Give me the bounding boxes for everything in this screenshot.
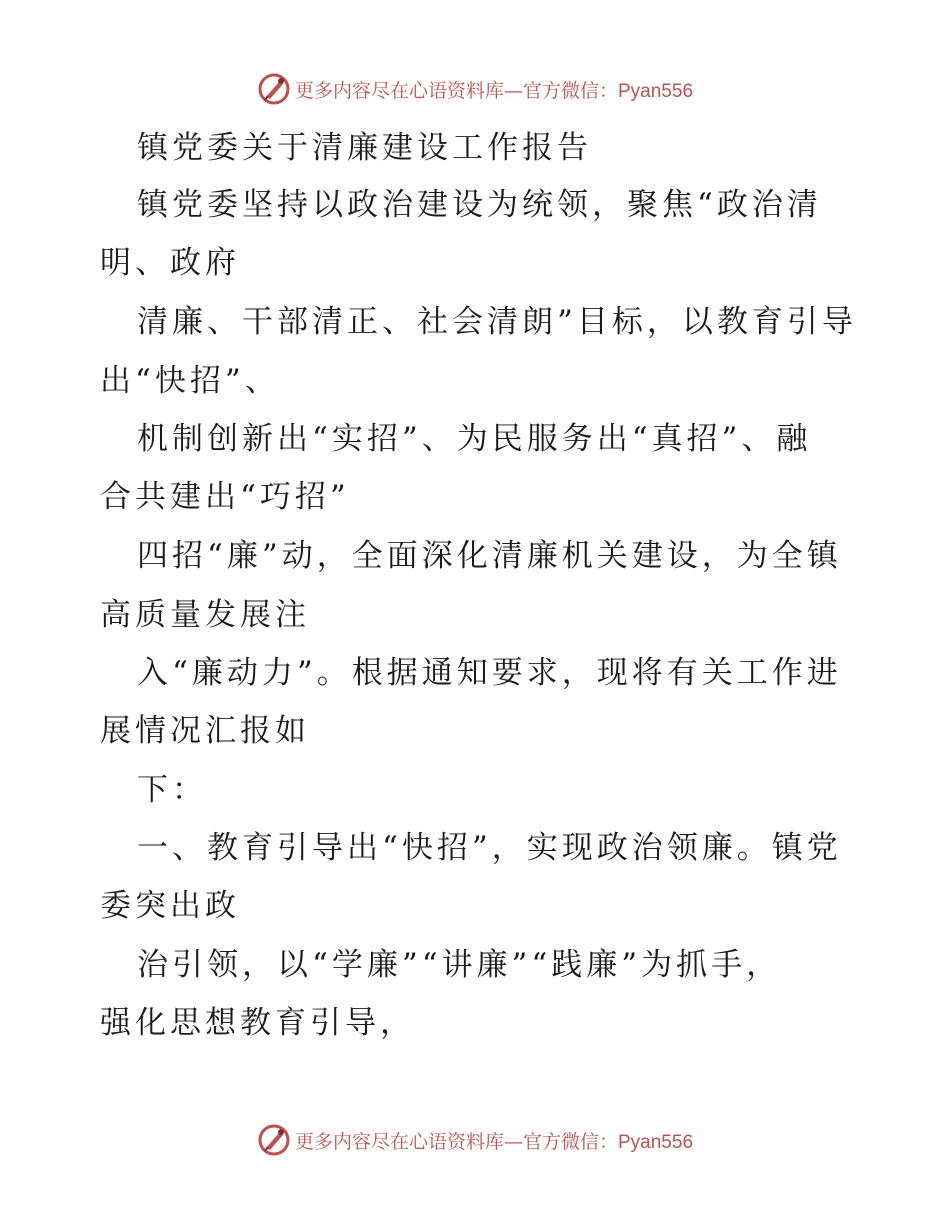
paragraph-line: 强化思想教育引导， <box>100 1005 415 1041</box>
paragraph-line: 镇党委坚持以政治建设为统领，聚焦“政治清 <box>137 187 822 223</box>
paragraph-line: 四招“廉”动，全面深化清廉机关建设，为全镇 <box>137 538 842 574</box>
paragraph-line: 出“快招”、 <box>100 363 280 399</box>
document-title: 镇党委关于清廉建设工作报告 <box>137 130 592 166</box>
paragraph-line: 入“廉动力”。根据通知要求，现将有关工作进 <box>137 655 842 691</box>
paragraph-line: 明、政府 <box>100 245 240 281</box>
paragraph-line: 展情况汇报如 <box>100 713 310 749</box>
paragraph-line: 高质量发展注 <box>100 597 310 633</box>
paragraph-line: 合共建出“巧招” <box>100 479 350 515</box>
paragraph-line: 委突出政 <box>100 888 240 924</box>
paragraph-line: 治引领，以“学廉”“讲廉”“践廉”为抓手， <box>137 947 782 983</box>
section-heading-line: 一、教育引导出“快招”，实现政治领廉。镇党 <box>137 830 842 866</box>
footer-watermark <box>0 1123 950 1157</box>
paragraph-line: 机制创新出“实招”、为民服务出“真招”、融 <box>137 421 812 457</box>
watermark-text: 更多内容尽在心语资料库—官方微信：Pyan556 <box>294 1130 694 1153</box>
quill-pen-logo-icon <box>257 1123 291 1157</box>
paragraph-line: 下： <box>137 772 207 808</box>
watermark-text: 更多内容尽在心语资料库—官方微信：Pyan556 <box>294 79 694 102</box>
paragraph-line: 清廉、干部清正、社会清朗”目标，以教育引导 <box>137 304 857 340</box>
